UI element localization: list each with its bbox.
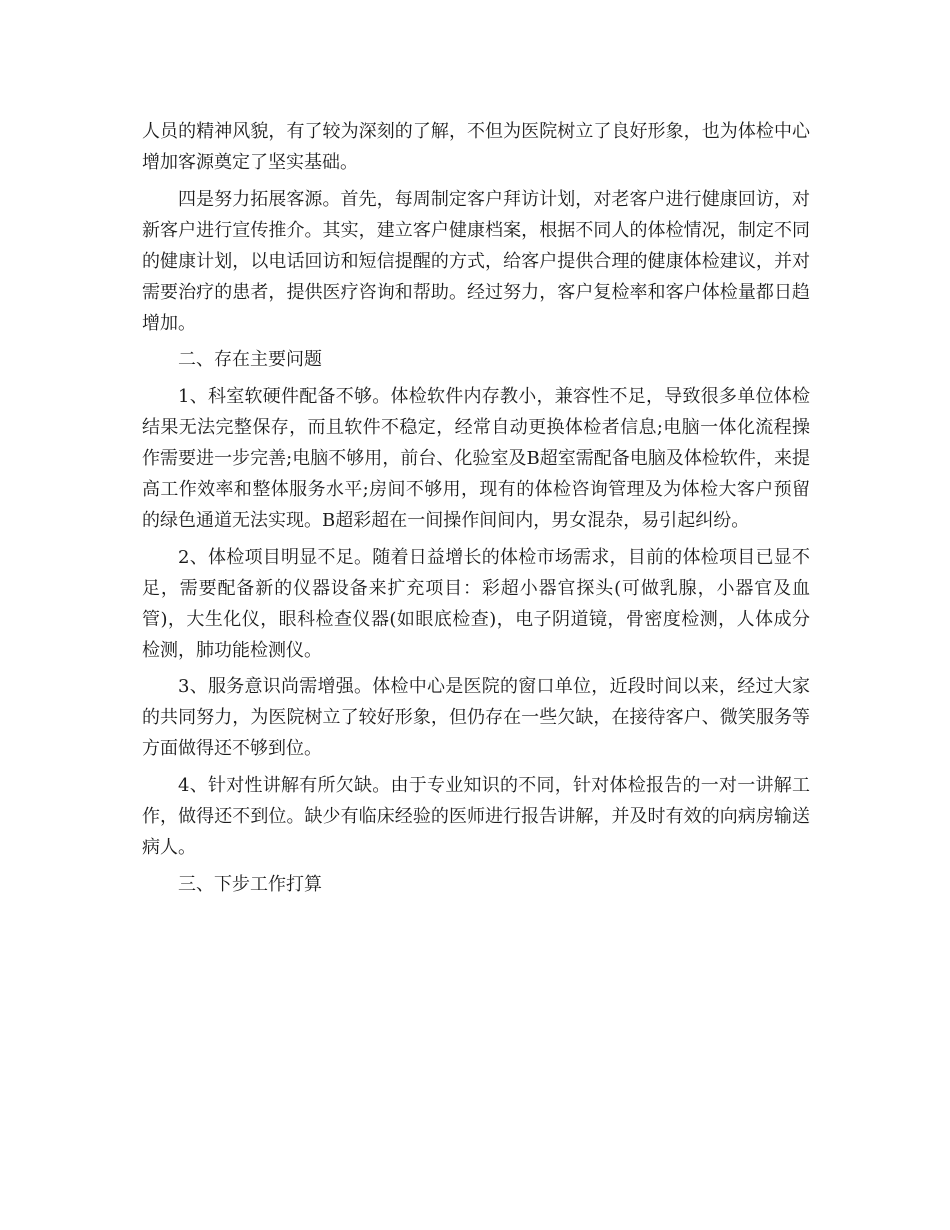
paragraph-problem-2: 2、体检项目明显不足。随着日益增长的体检市场需求，目前的体检项目已显不足，需要配备新的仪器设备来扩充项目：彩超小器官探头(可做乳腺，小器官及血管)，大生化仪，眼科检查仪器(如眼底检查)，电子阴道镜，骨密度检测，人体成分检测，肺功能检测仪。 xyxy=(142,546,810,661)
section-heading-next-steps: 三、下步工作打算 xyxy=(178,873,322,895)
paragraph-problem-1: 1、科室软硬件配备不够。体检软件内存教小，兼容性不足，导致很多单位体检结果无法完整保存，而且软件不稳定，经常自动更换体检者信息;电脑一体化流程操作需要进一步完善;电脑不够用，前台、化验室及B超室需配备电脑及体检软件，来提高工作效率和整体服务水平;房间不够用，现有的体检咨询管理及为体检大客户预留的绿色通道无法实现。B超彩超在一间操作间间内，男女混杂，易引起纠纷。 xyxy=(142,386,810,532)
section-heading-problems: 二、存在主要问题 xyxy=(178,349,322,371)
paragraph-expand-clients: 四是努力拓展客源。首先，每周制定客户拜访计划，对老客户进行健康回访，对新客户进行宣传推介。其实，建立客户健康档案，根据不同人的体检情况，制定不同的健康计划，以电话回访和短信提醒的方式，给客户提供合理的健康体检建议，并对需要治疗的患者，提供医疗咨询和帮助。经过努力，客户复检率和客户体检量都日趋增加。 xyxy=(142,188,810,334)
paragraph-continuation: 人员的精神风貌，有了较为深刻的了解，不但为医院树立了良好形象，也为体检中心增加客源奠定了坚实基础。 xyxy=(142,121,810,173)
paragraph-problem-3: 3、服务意识尚需增强。体检中心是医院的窗口单位，近段时间以来，经过大家的共同努力，为医院树立了较好形象，但仍存在一些欠缺，在接待客户、微笑服务等方面做得还不够到位。 xyxy=(142,676,810,760)
paragraph-problem-4: 4、针对性讲解有所欠缺。由于专业知识的不同，针对体检报告的一对一讲解工作，做得还不到位。缺少有临床经验的医师进行报告讲解，并及时有效的向病房输送病人。 xyxy=(142,775,810,859)
document-page xyxy=(142,116,810,906)
